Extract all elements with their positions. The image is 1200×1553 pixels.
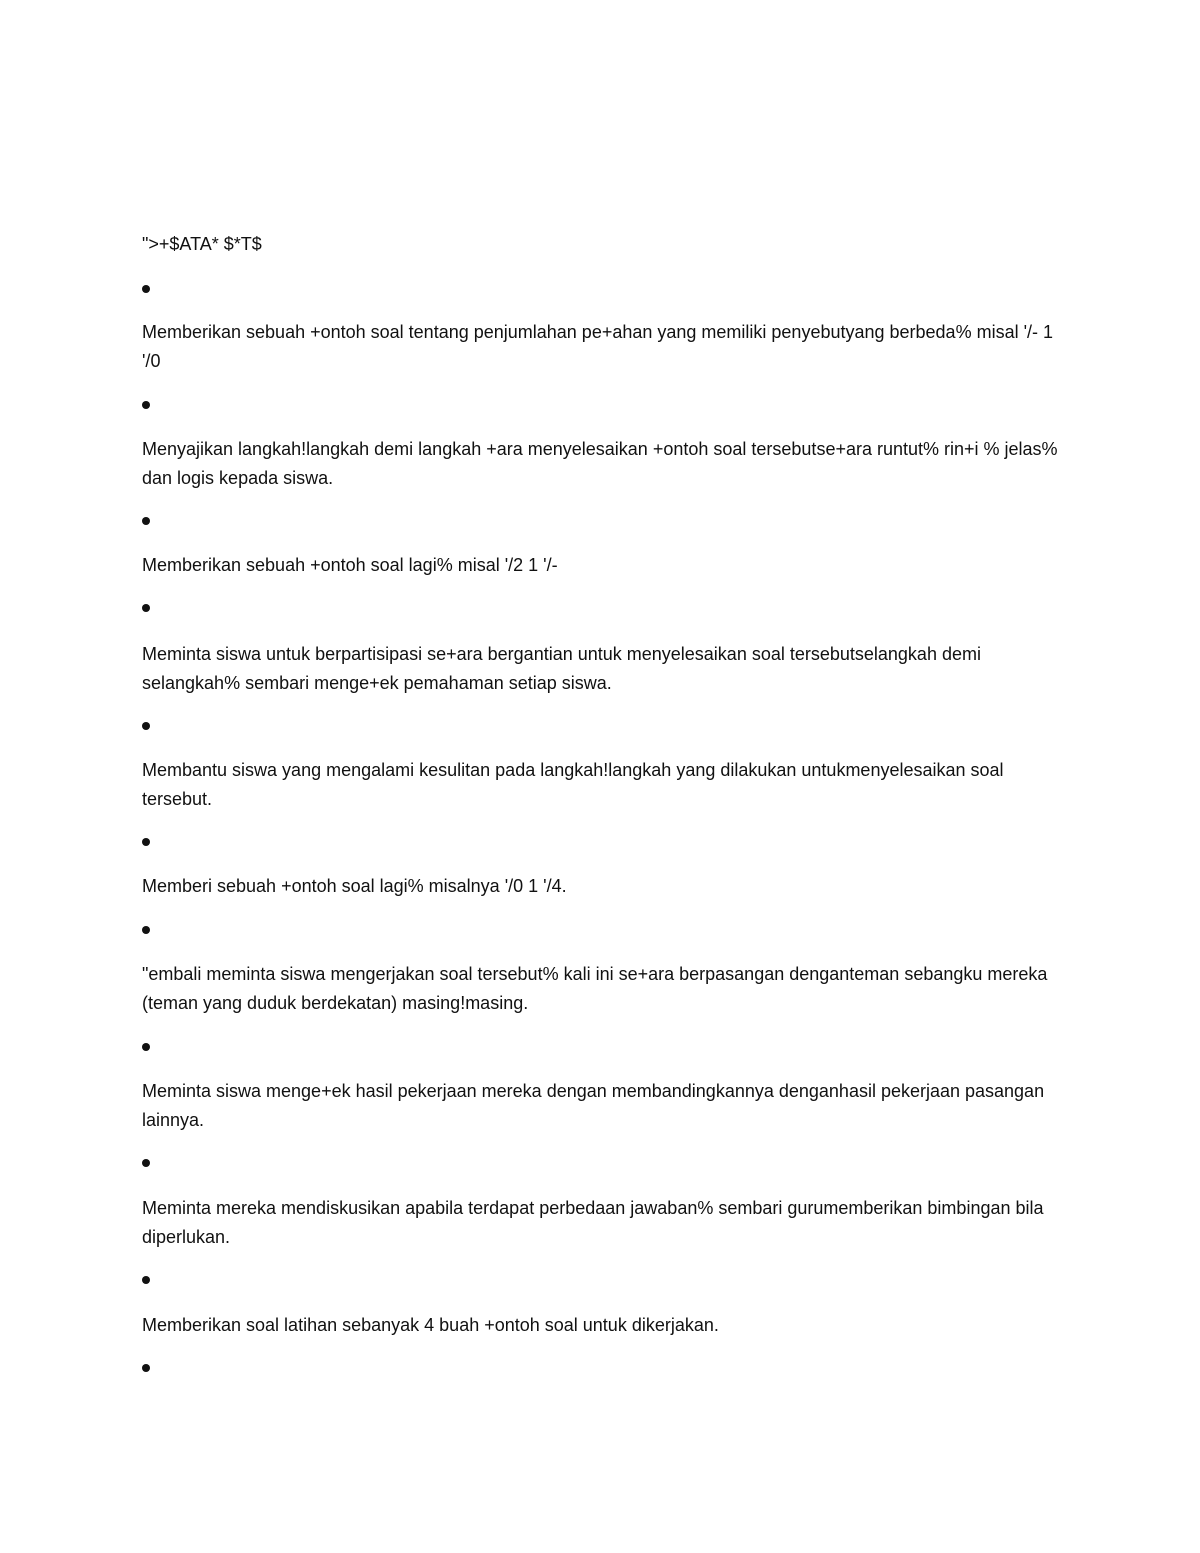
bullet-marker <box>142 722 150 730</box>
bullet-marker <box>142 517 150 525</box>
list-item: Membantu siswa yang mengalami kesulitan pada langkah!langkah yang dilakukan untukmenyelesaikan soal tersebut. <box>142 760 1004 809</box>
list-item: Memberikan soal latihan sebanyak 4 buah +ontoh soal untuk dikerjakan. <box>142 1315 719 1335</box>
bullet-marker <box>142 926 150 934</box>
list-item: "embali meminta siswa mengerjakan soal tersebut% kali ini se+ara berpasangan denganteman sebangku mereka (teman yang duduk berdekatan) masing!masing. <box>142 964 1048 1013</box>
list-item: Meminta siswa untuk berpartisipasi se+ara bergantian untuk menyelesaikan soal tersebutselangkah demi selangkah% sembari menge+ek pemahaman setiap siswa. <box>142 644 981 693</box>
section-heading: ">+$ATA* $*T$ <box>142 234 262 254</box>
list-item: Memberikan sebuah +ontoh soal tentang penjumlahan pe+ahan yang memiliki penyebutyang berbeda% misal '/- 1 '/0 <box>142 322 1054 371</box>
list-item: Memberi sebuah +ontoh soal lagi% misalnya '/0 1 '/4. <box>142 876 567 896</box>
list-item: Menyajikan langkah!langkah demi langkah +ara menyelesaikan +ontoh soal tersebutse+ara runtut% rin+i % jelas% dan logis kepada siswa. <box>142 439 1058 488</box>
bullet-marker <box>142 1043 150 1051</box>
bullet-marker <box>142 401 150 409</box>
bullet-marker <box>142 1159 150 1167</box>
bullet-marker <box>142 838 150 846</box>
list-item: Memberikan sebuah +ontoh soal lagi% misal '/2 1 '/- <box>142 555 558 575</box>
list-item: Meminta mereka mendiskusikan apabila terdapat perbedaan jawaban% sembari gurumemberikan bimbingan bila diperlukan. <box>142 1198 1044 1247</box>
bullet-marker <box>142 1364 150 1372</box>
bullet-marker <box>142 285 150 293</box>
bullet-marker <box>142 604 150 612</box>
bullet-marker <box>142 1276 150 1284</box>
list-item: Meminta siswa menge+ek hasil pekerjaan mereka dengan membandingkannya denganhasil pekerjaan pasangan lainnya. <box>142 1081 1045 1130</box>
